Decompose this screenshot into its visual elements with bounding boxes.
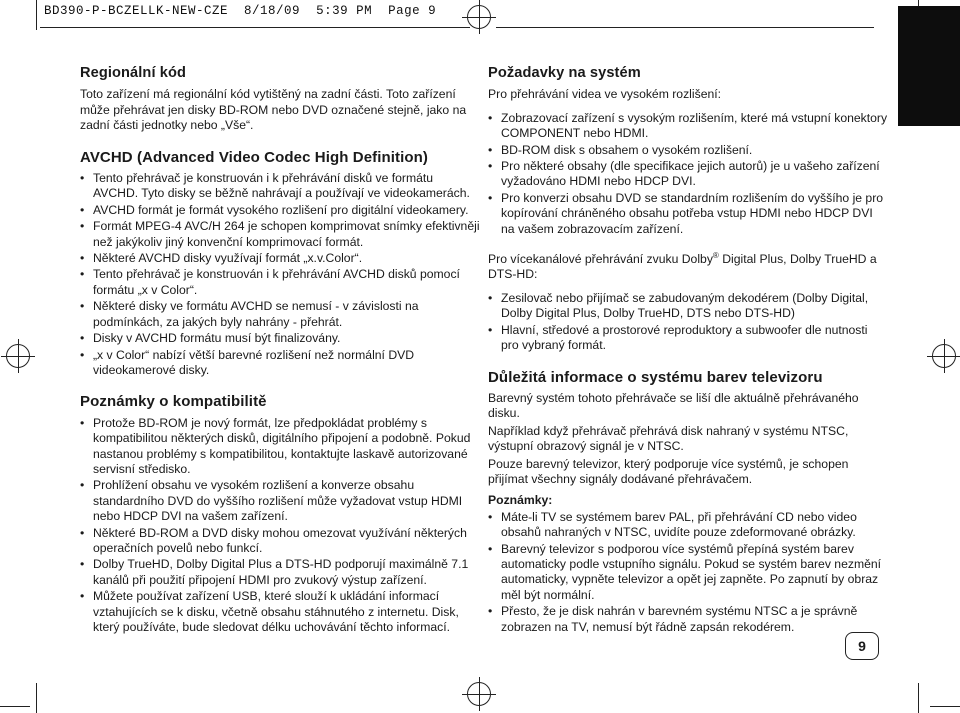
list-item: • Některé BD-ROM a DVD disky mohou omezovat využívání některých operačních povelů nebo funkcí. (80, 526, 480, 557)
registered-mark: ® (712, 251, 719, 260)
crop-mark (0, 706, 30, 707)
requirements-title: Požadavky na systém (488, 65, 641, 81)
crop-mark (36, 683, 37, 713)
compat-list (80, 416, 480, 636)
list-item: • Máte-li TV se systémem barev PAL, při přehrávání CD nebo video obsahů nahraných v NTSC, uvidíte pouze zdeformované obrázky. (488, 510, 888, 541)
list-item: • Disky v AVCHD formátu musí být finalizovány. (80, 331, 480, 346)
color-para: Pouze barevný televizor, který podporuje více systémů, je schopen přijímat všechny signály dodávané přehrávačem. (488, 456, 849, 486)
registration-mark-icon (6, 344, 30, 368)
list-item: • Zesilovač nebo přijímač se zabudovaným dekodérem (Dolby Digital, Dolby Digital Plus, Dolby TrueHD, DTS nebo DTS-HD) (488, 291, 888, 322)
compat-title: Poznámky o kompatibilitě (80, 393, 267, 411)
header-page-word: Page (388, 4, 421, 18)
page-number: 9 (858, 638, 866, 654)
print-header (44, 4, 436, 18)
avchd-list (80, 171, 480, 378)
list-item: • BD-ROM disk s obsahem o vysokém rozlišení. (488, 143, 888, 158)
audio-intro-a: Pro vícekanálové přehrávání zvuku Dolby (488, 252, 713, 267)
notes-list (488, 510, 888, 635)
list-item: • AVCHD formát je formát vysokého rozlišení pro digitální videokamery. (80, 203, 480, 218)
list-item: • Tento přehrávač je konstruován i k přehrávání AVCHD disků pomocí formátu „x v Color“. (80, 267, 480, 298)
registration-mark-icon (467, 682, 491, 706)
list-item: • Formát MPEG-4 AVC/H 264 je schopen komprimovat snímky efektivněji než jakýkoliv jiný konvenční komprimovací formát. (80, 219, 480, 250)
list-item: • Zobrazovací zařízení s vysokým rozlišením, které má vstupní konektory COMPONENT nebo HDMI. (488, 111, 888, 142)
requirements-intro: Pro přehrávání videa ve vysokém rozlišení: (488, 87, 722, 102)
list-item: • Můžete používat zařízení USB, které slouží k ukládání informací vztahujících se k disku, včetně obsahu stáhnutého z internetu. Disk, který používáte, bude sledovat délku uchovávání těchto informací. (80, 589, 480, 635)
header-rule (40, 27, 470, 28)
registration-mark-icon (932, 344, 956, 368)
side-tab (898, 6, 960, 126)
header-time: 5:39 PM (316, 4, 373, 18)
audio-list (488, 291, 888, 354)
page-number-badge (845, 632, 879, 660)
avchd-title: AVCHD (Advanced Video Codec High Definition) (80, 148, 429, 166)
crop-mark (918, 683, 919, 713)
color-title: Důležitá informace o systému barev televizoru (488, 368, 823, 386)
list-item: • Přesto, že je disk nahrán v barevném systému NTSC a je správně zobrazen na TV, nemusí být řádně zapsán rekodérem. (488, 604, 888, 635)
region-title: Regionální kód (80, 65, 186, 81)
crop-mark (36, 0, 37, 30)
list-item: • Tento přehrávač je konstruován i k přehrávání disků ve formátu AVCHD. Tyto disky se běžně nahrávají a používají ve videokamerách. (80, 171, 480, 202)
list-item: • Některé AVCHD disky využívají formát „x.v.Color“. (80, 251, 480, 266)
header-page-no: 9 (428, 4, 437, 18)
list-item: • Pro konverzi obsahu DVD se standardním rozlišením do vyššího je pro kopírování chráněného obsahu potřeba vstup HDMI nebo HDCP DVI na vašem zobrazovacím zařízení. (488, 191, 888, 237)
list-item: • Protože BD-ROM je nový formát, lze předpokládat problémy s kompatibilitou některých disků, digitálního připojení a podobně. Pokud nastanou problémy s kompatibilitou, kontaktujte laskavě autorizované servisní středisko. (80, 416, 480, 478)
list-item: • „x v Color“ nabízí větší barevné rozlišení než normální DVD videokamerové disky. (80, 348, 480, 379)
audio-intro (488, 252, 888, 283)
list-item: • Hlavní, středové a prostorové reproduktory a subwoofer dle nutnosti pro vybraný formát. (488, 323, 888, 354)
header-file: BD390-P-BCZELLK-NEW-CZE (44, 4, 229, 18)
crop-mark (930, 706, 960, 707)
registration-mark-icon (467, 5, 491, 29)
list-item: • Dolby TrueHD, Dolby Digital Plus a DTS-HD podporují maximálně 7.1 kanálů při použití připojení HDMI pro zvukový výstup zařízení. (80, 557, 480, 588)
list-item: • Prohlížení obsahu ve vysokém rozlišení a konverze obsahu standardního DVD do vyššího rozlišení může vyžadovat vstup HDMI nebo HDCP DVI na vašem zařízení. (80, 478, 480, 524)
right-column (488, 66, 888, 636)
list-item: • Některé disky ve formátu AVCHD se nemusí - v závislosti na podmínkách, za jakých byly nahrány - přehrát. (80, 299, 480, 330)
audio-intro-b: Digital Plus, Dolby TrueHD a DTS-HD: (488, 252, 877, 282)
requirements-list (488, 111, 888, 237)
color-para: Barevný systém tohoto přehrávače se liší dle aktuálně přehrávaného disku. (488, 390, 859, 421)
left-column (80, 66, 480, 636)
header-date: 8/18/09 (244, 4, 301, 18)
header-rule-right (496, 27, 874, 28)
color-para: Například když přehrávač přehrává disk nahraný v systému NTSC, výstupní obrazový signál je v NTSC. (488, 423, 849, 454)
notes-label: Poznámky: (488, 493, 553, 508)
region-text: Toto zařízení má regionální kód vytištěný na zadní části. Toto zařízení může přehrávat jen disky BD-ROM nebo DVD označené stejně, jako na zadní části jednotky nebo „Vše“. (80, 87, 467, 133)
list-item: • Pro některé obsahy (dle specifikace jejich autorů) je u vašeho zařízení vyžadováno HDMI nebo HDCP DVI. (488, 159, 888, 190)
list-item: • Barevný televizor s podporou více systémů přepíná systém barev automaticky podle vstupního signálu. Pokud se systém barev nezmění automaticky, vypněte televizor a opět jej zapněte. Po zapnutí by obraz měl být normální. (488, 542, 888, 604)
